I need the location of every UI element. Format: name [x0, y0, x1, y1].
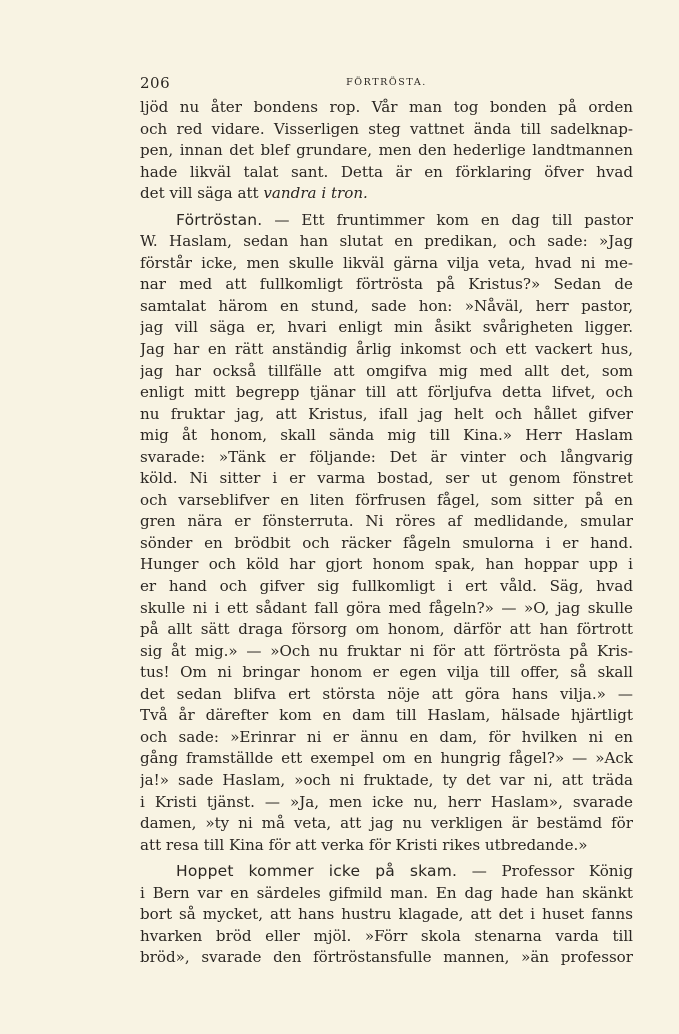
text-line [140, 183, 633, 205]
italic-phrase: vandra i tron. [263, 184, 368, 203]
section-heading: Förtröstan. [176, 210, 263, 229]
text-line: gren nära er fönsterruta. Ni röres af medlidande, smular [140, 512, 633, 531]
section-heading-line [140, 861, 633, 883]
text-line: det sedan blifva ert största nöje att göra hans vilja.» — [140, 684, 633, 703]
text-line: Två år därefter kom en dam till Haslam, hälsade hjärtligt [140, 706, 633, 725]
text-line: tus! Om ni bringar honom er egen vilja till offer, så skall [140, 663, 633, 682]
text-run: — Professor König [457, 862, 633, 881]
text-line: jag har också tillfälle att omgifva mig med allt det, som [140, 361, 633, 380]
text-line: svarade: »Tänk er följande: Det är vinter och långvarig [140, 447, 633, 466]
text-line: damen, »ty ni må veta, att jag nu verkligen är bestämd för [140, 814, 633, 833]
text-line: samtalat härom en stund, sade hon: »Nåväl, herr pastor, [140, 296, 633, 315]
section-heading-line [140, 210, 633, 232]
text-line: mig åt honom, skall sända mig till Kina.» Herr Haslam [140, 426, 633, 445]
text-line: Hunger och köld har gjort honom spak, han hoppar upp i [140, 555, 633, 574]
running-head: FÖRTRÖSTA. [346, 77, 427, 88]
text-line: pen, innan det blef grundare, men den hederlige landtmannen [140, 141, 633, 160]
text-line: ljöd nu åter bondens rop. Vår man tog bonden på orden [140, 98, 633, 116]
section-heading: Hoppet kommer icke på skam. [176, 862, 458, 881]
text-line: hade likväl talat sant. Detta är en förklaring öfver hvad [140, 162, 633, 181]
text-line: och varseblifver en liten förfrusen fågel, som sitter på en [140, 490, 633, 509]
text-line: nu fruktar jag, att Kristus, ifall jag helt och hållet gifver [140, 404, 633, 423]
text-line: förstår icke, men skulle likväl gärna vilja veta, hvad ni me- [140, 253, 633, 272]
text-line: köld. Ni sitter i er varma bostad, ser ut genom fönstret [140, 469, 633, 488]
text-line: enligt mitt begrepp tjänar till att förljufva detta lifvet, och [140, 383, 633, 402]
body-text [140, 97, 633, 969]
text-line: skulle ni i ett sådant fall göra med fågeln?» — »O, jag skulle [140, 598, 633, 617]
text-line: gång framställde ett exempel om en hungrig fågel?» — »Ack [140, 749, 633, 768]
text-line: i Kristi tjänst. — »Ja, men icke nu, herr Haslam», svarade [140, 792, 633, 811]
text-line: nar med att fullkomligt förtrösta på Kristus?» Sedan de [140, 275, 633, 294]
text-line: i Bern var en särdeles gifmild man. En dag hade han skänkt [140, 883, 633, 902]
text-line: bröd», svarade den förtröstansfulle mannen, »än professor [140, 948, 633, 967]
text-line: att resa till Kina för att verka för Kristi rikes utbredande.» [140, 835, 588, 854]
text-run: det vill säga att [140, 184, 264, 203]
text-line: och sade: »Erinrar ni er ännu en dam, för hvilken ni en [140, 727, 633, 746]
text-line: sönder en brödbit och räcker fågeln smulorna i er hand. [140, 533, 633, 552]
page-number: 206 [140, 74, 171, 92]
text-line: jag vill säga er, hvari enligt min åsikt svårigheten ligger. [140, 318, 633, 337]
page-header [140, 74, 633, 94]
text-line: bort så mycket, att hans hustru klagade, att det i huset fanns [140, 905, 633, 924]
text-line: på allt sätt draga försorg om honom, därför att han förtrott [140, 620, 633, 639]
text-line: ja!» sade Haslam, »och ni fruktade, ty det var ni, att träda [140, 770, 633, 789]
text-run: — Ett fruntimmer kom en dag till pastor [262, 210, 633, 229]
text-line: hvarken bröd eller mjöl. »Förr skola stenarna varda till [140, 926, 633, 945]
text-line: Jag har en rätt anständig årlig inkomst och ett vackert hus, [140, 340, 633, 359]
text-line: och red vidare. Visserligen steg vattnet ända till sadelknap- [140, 119, 633, 138]
text-line: sig åt mig.» — »Och nu fruktar ni för att förtrösta på Kris- [140, 641, 633, 660]
text-line: er hand och gifver sig fullkomligt i ert våld. Säg, hvad [140, 577, 633, 596]
text-line: W. Haslam, sedan han slutat en predikan, och sade: »Jag [140, 232, 633, 251]
